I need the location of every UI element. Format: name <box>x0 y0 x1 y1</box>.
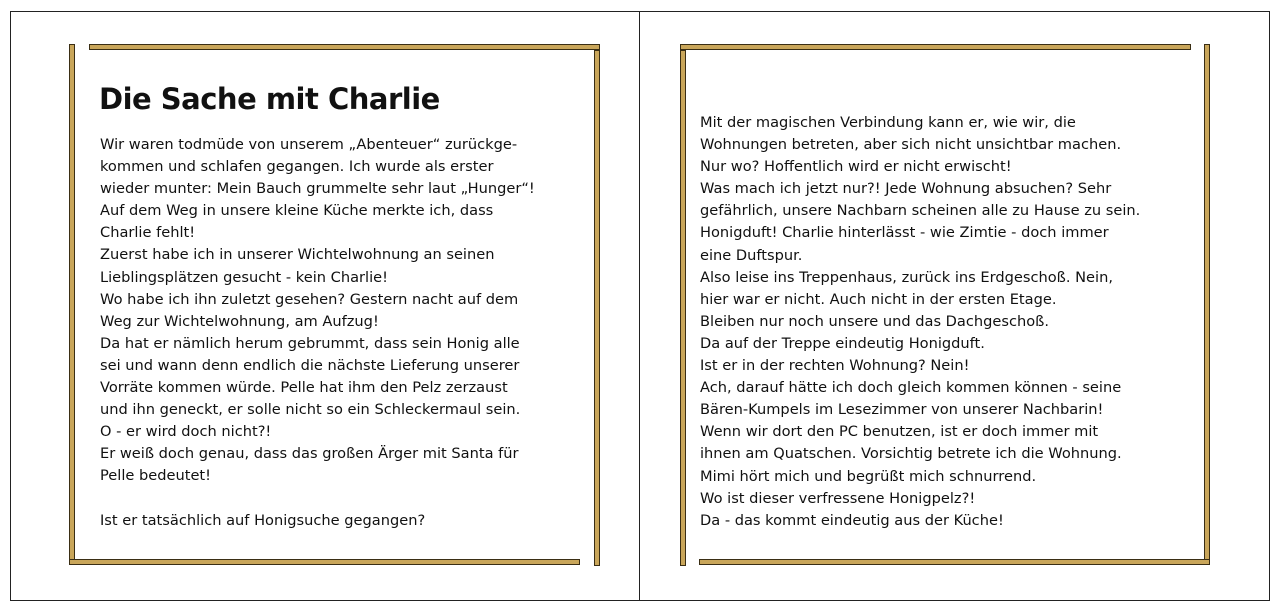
left-page-text: Wir waren todmüde von unserem „Abenteuer“ zurückge- kommen und schlafen gegangen. Ich wurde als erster wieder munter: Mein Bauch grummelte sehr laut „Hunger“! Auf dem Weg in unsere kleine Küche merkte ich, dass Charlie fehlt! Zuerst habe ich in unserer Wichtelwohnung an seinen Lieblingsplätzen gesucht - kein Charlie! Wo habe ich ihn zuletzt gesehen? Gestern nacht auf dem Weg zur Wichtelwohnung, am Aufzug! Da hat er nämlich herum gebrummt, dass sein Honig alle sei und wann denn endlich die nächste Lieferung unserer Vorräte kommen würde. Pelle hat ihm den Pelz zerzaust und ihn geneckt, er solle nicht so ein Schleckermaul sein. O - er wird doch nicht?! Er weiß doch genau, dass das großen Ärger mit Santa für Pelle bedeutet! Ist er tatsächlich auf Honigsuche gegangen? <box>100 136 535 529</box>
right-page-text: Mit der magischen Verbindung kann er, wie wir, die Wohnungen betreten, aber sich nicht unsichtbar machen. Nur wo? Hoffentlich wird er nicht erwischt! Was mach ich jetzt nur?! Jede Wohnung absuchen? Sehr gefährlich, unsere Nachbarn scheinen alle zu Hause zu sein. Honigduft! Charlie hinterlässt - wie Zimtie - doch immer eine Duftspur. Also leise ins Treppenhaus, zurück ins Erdgeschoß. Nein, hier war er nicht. Auch nicht in der ersten Etage. Bleiben nur noch unsere und das Dachgeschoß. Da auf der Treppe eindeutig Honigduft. Ist er in der rechten Wohnung? Nein! Ach, darauf hätte ich doch gleich kommen können - seine Bären-Kumpels im Lesezimmer von unserer Nachbarin! Wenn wir dort den PC benutzen, ist er doch immer mit ihnen am Quatschen. Vorsichtig betrete ich die Wohnung. Mimi hört mich und begrüßt mich schnurrend. Wo ist dieser verfressene Honigpelz?! Da - das kommt eindeutig aus der Küche! <box>700 114 1141 529</box>
right-frame-top-bar <box>680 44 1191 50</box>
right-frame-right-bar <box>1204 44 1210 560</box>
left-frame-left-bar <box>69 44 75 560</box>
left-frame-top-bar <box>89 44 600 50</box>
page-title: Die Sache mit Charlie <box>99 82 440 116</box>
left-frame-bottom-bar <box>69 559 580 565</box>
right-frame-bottom-bar <box>699 559 1210 565</box>
right-frame-left-bar <box>680 50 686 566</box>
